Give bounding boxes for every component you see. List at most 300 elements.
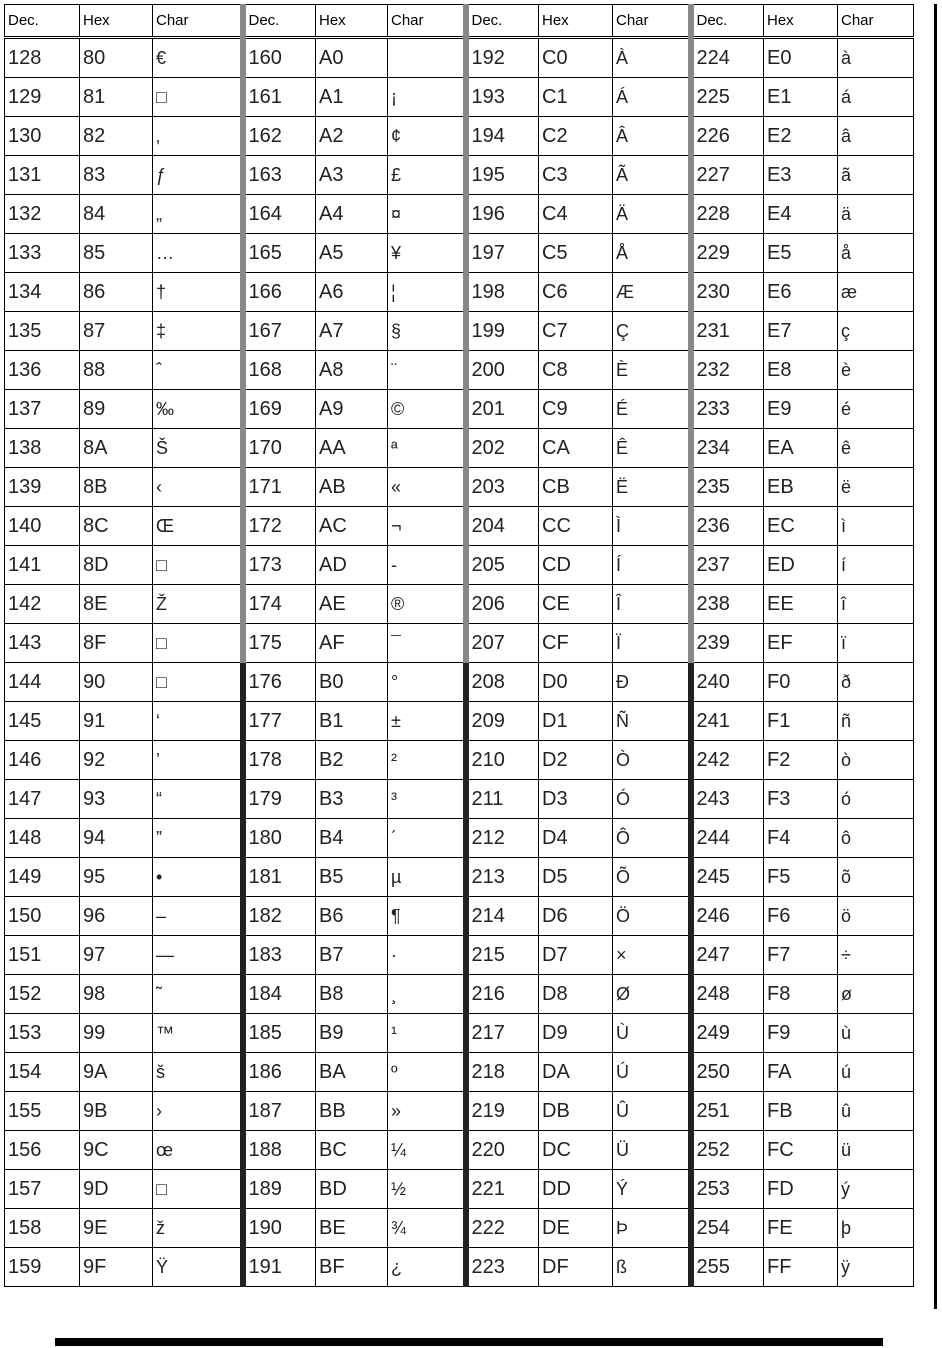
char-cell: Ã	[613, 156, 691, 195]
dec-cell: 169	[243, 390, 316, 429]
char-cell: Ö	[613, 897, 691, 936]
char-cell: °	[388, 663, 466, 702]
dec-cell: 250	[691, 1053, 764, 1092]
dec-cell: 222	[466, 1209, 539, 1248]
hex-cell: DD	[539, 1170, 613, 1209]
char-cell: ‹	[153, 468, 243, 507]
hex-cell: F6	[764, 897, 838, 936]
char-cell: è	[838, 351, 914, 390]
dec-cell: 159	[5, 1248, 80, 1287]
hex-cell: B0	[316, 663, 388, 702]
hex-cell: 9F	[80, 1248, 153, 1287]
hex-cell: A0	[316, 38, 388, 78]
dec-cell: 223	[466, 1248, 539, 1287]
table-row	[5, 312, 914, 351]
char-cell: ™	[153, 1014, 243, 1053]
hex-cell: F8	[764, 975, 838, 1014]
hex-cell: CC	[539, 507, 613, 546]
table-row	[5, 936, 914, 975]
dec-cell: 184	[243, 975, 316, 1014]
column-header-char: Char	[388, 5, 466, 38]
hex-cell: D8	[539, 975, 613, 1014]
char-cell: ¶	[388, 897, 466, 936]
hex-cell: DF	[539, 1248, 613, 1287]
character-code-table	[4, 4, 914, 1287]
dec-cell: 174	[243, 585, 316, 624]
hex-cell: ED	[764, 546, 838, 585]
char-cell: ä	[838, 195, 914, 234]
char-cell: ’	[153, 741, 243, 780]
dec-cell: 233	[691, 390, 764, 429]
char-cell: î	[838, 585, 914, 624]
hex-cell: AF	[316, 624, 388, 663]
hex-cell: 86	[80, 273, 153, 312]
dec-cell: 201	[466, 390, 539, 429]
dec-cell: 205	[466, 546, 539, 585]
char-cell: ©	[388, 390, 466, 429]
hex-cell: CF	[539, 624, 613, 663]
dec-cell: 249	[691, 1014, 764, 1053]
dec-cell: 245	[691, 858, 764, 897]
hex-cell: F1	[764, 702, 838, 741]
dec-cell: 128	[5, 38, 80, 78]
hex-cell: E0	[764, 38, 838, 78]
hex-cell: F9	[764, 1014, 838, 1053]
char-cell: å	[838, 234, 914, 273]
dec-cell: 146	[5, 741, 80, 780]
hex-cell: FA	[764, 1053, 838, 1092]
hex-cell: 84	[80, 195, 153, 234]
dec-cell: 254	[691, 1209, 764, 1248]
dec-cell: 210	[466, 741, 539, 780]
char-cell: ¡	[388, 78, 466, 117]
char-cell: Ë	[613, 468, 691, 507]
hex-cell: AC	[316, 507, 388, 546]
dec-cell: 180	[243, 819, 316, 858]
dec-cell: 207	[466, 624, 539, 663]
table-row	[5, 702, 914, 741]
column-header-dec: Dec.	[691, 5, 764, 38]
char-cell: ð	[838, 663, 914, 702]
hex-cell: C7	[539, 312, 613, 351]
dec-cell: 191	[243, 1248, 316, 1287]
dec-cell: 190	[243, 1209, 316, 1248]
char-cell: ¹	[388, 1014, 466, 1053]
hex-cell: 82	[80, 117, 153, 156]
char-cell: ÿ	[838, 1248, 914, 1287]
hex-cell: AB	[316, 468, 388, 507]
hex-cell: B3	[316, 780, 388, 819]
dec-cell: 203	[466, 468, 539, 507]
hex-cell: D5	[539, 858, 613, 897]
char-cell: ‘	[153, 702, 243, 741]
dec-cell: 161	[243, 78, 316, 117]
dec-cell: 182	[243, 897, 316, 936]
hex-cell: FF	[764, 1248, 838, 1287]
dec-cell: 172	[243, 507, 316, 546]
hex-cell: F5	[764, 858, 838, 897]
char-cell: Ä	[613, 195, 691, 234]
char-cell: ®	[388, 585, 466, 624]
hex-cell: C4	[539, 195, 613, 234]
char-cell: ÷	[838, 936, 914, 975]
dec-cell: 131	[5, 156, 80, 195]
char-cell: •	[153, 858, 243, 897]
column-header-dec: Dec.	[5, 5, 80, 38]
char-cell: Æ	[613, 273, 691, 312]
hex-cell: 80	[80, 38, 153, 78]
dec-cell: 189	[243, 1170, 316, 1209]
dec-cell: 152	[5, 975, 80, 1014]
hex-cell: EA	[764, 429, 838, 468]
dec-cell: 149	[5, 858, 80, 897]
hex-cell: 99	[80, 1014, 153, 1053]
dec-cell: 209	[466, 702, 539, 741]
table-row	[5, 546, 914, 585]
char-cell: Á	[613, 78, 691, 117]
dec-cell: 156	[5, 1131, 80, 1170]
dec-cell: 221	[466, 1170, 539, 1209]
dec-cell: 171	[243, 468, 316, 507]
char-cell: □	[153, 78, 243, 117]
char-cell: ß	[613, 1248, 691, 1287]
hex-cell: E2	[764, 117, 838, 156]
hex-cell: BD	[316, 1170, 388, 1209]
dec-cell: 246	[691, 897, 764, 936]
char-cell: ¼	[388, 1131, 466, 1170]
hex-cell: D4	[539, 819, 613, 858]
char-cell: ¾	[388, 1209, 466, 1248]
hex-cell: 90	[80, 663, 153, 702]
dec-cell: 199	[466, 312, 539, 351]
char-cell: Ò	[613, 741, 691, 780]
dec-cell: 179	[243, 780, 316, 819]
char-cell: ¬	[388, 507, 466, 546]
hex-cell: B2	[316, 741, 388, 780]
char-cell: ²	[388, 741, 466, 780]
hex-cell: A9	[316, 390, 388, 429]
dec-cell: 231	[691, 312, 764, 351]
dec-cell: 168	[243, 351, 316, 390]
hex-cell: 8B	[80, 468, 153, 507]
table-row	[5, 351, 914, 390]
char-cell: “	[153, 780, 243, 819]
hex-cell: 95	[80, 858, 153, 897]
header-row	[5, 5, 914, 38]
dec-cell: 130	[5, 117, 80, 156]
table-right-edge	[934, 4, 937, 1309]
dec-cell: 243	[691, 780, 764, 819]
dec-cell: 240	[691, 663, 764, 702]
char-cell: €	[153, 38, 243, 78]
column-header-char: Char	[838, 5, 914, 38]
char-cell: É	[613, 390, 691, 429]
table-row	[5, 273, 914, 312]
hex-cell: 94	[80, 819, 153, 858]
table-row	[5, 975, 914, 1014]
hex-cell: 88	[80, 351, 153, 390]
dec-cell: 224	[691, 38, 764, 78]
char-cell: ¯	[388, 624, 466, 663]
dec-cell: 248	[691, 975, 764, 1014]
hex-cell: 91	[80, 702, 153, 741]
char-cell: Œ	[153, 507, 243, 546]
char-cell: Ó	[613, 780, 691, 819]
dec-cell: 193	[466, 78, 539, 117]
dec-cell: 228	[691, 195, 764, 234]
hex-cell: 85	[80, 234, 153, 273]
dec-cell: 181	[243, 858, 316, 897]
dec-cell: 200	[466, 351, 539, 390]
hex-cell: BC	[316, 1131, 388, 1170]
hex-cell: EF	[764, 624, 838, 663]
table-row	[5, 741, 914, 780]
char-cell: Ô	[613, 819, 691, 858]
dec-cell: 226	[691, 117, 764, 156]
dec-cell: 187	[243, 1092, 316, 1131]
char-cell: ·	[388, 936, 466, 975]
dec-cell: 183	[243, 936, 316, 975]
hex-cell: E7	[764, 312, 838, 351]
hex-cell: B7	[316, 936, 388, 975]
table-row	[5, 624, 914, 663]
table-row	[5, 819, 914, 858]
char-cell: Ê	[613, 429, 691, 468]
hex-cell: 8D	[80, 546, 153, 585]
char-cell: œ	[153, 1131, 243, 1170]
table-row	[5, 1170, 914, 1209]
char-cell: £	[388, 156, 466, 195]
hex-cell: BF	[316, 1248, 388, 1287]
char-cell: †	[153, 273, 243, 312]
char-cell: ã	[838, 156, 914, 195]
char-cell: ×	[613, 936, 691, 975]
table-row	[5, 507, 914, 546]
dec-cell: 212	[466, 819, 539, 858]
char-cell: Í	[613, 546, 691, 585]
hex-cell: A7	[316, 312, 388, 351]
char-cell: ï	[838, 624, 914, 663]
char-cell: Ç	[613, 312, 691, 351]
column-header-char: Char	[153, 5, 243, 38]
hex-cell: A8	[316, 351, 388, 390]
dec-cell: 227	[691, 156, 764, 195]
table-row	[5, 78, 914, 117]
char-cell: ˆ	[153, 351, 243, 390]
char-cell: Ú	[613, 1053, 691, 1092]
hex-cell: FE	[764, 1209, 838, 1248]
char-cell: ¢	[388, 117, 466, 156]
dec-cell: 219	[466, 1092, 539, 1131]
hex-cell: E3	[764, 156, 838, 195]
hex-cell: A2	[316, 117, 388, 156]
dec-cell: 160	[243, 38, 316, 78]
hex-cell: F3	[764, 780, 838, 819]
table-row	[5, 663, 914, 702]
table-row	[5, 117, 914, 156]
char-cell: ç	[838, 312, 914, 351]
table-row	[5, 585, 914, 624]
dec-cell: 154	[5, 1053, 80, 1092]
char-cell: □	[153, 624, 243, 663]
hex-cell: A6	[316, 273, 388, 312]
dec-cell: 175	[243, 624, 316, 663]
dec-cell: 138	[5, 429, 80, 468]
char-cell: ¸	[388, 975, 466, 1014]
char-cell: í	[838, 546, 914, 585]
char-cell: µ	[388, 858, 466, 897]
hex-cell: 93	[80, 780, 153, 819]
hex-cell: F7	[764, 936, 838, 975]
table-row	[5, 1092, 914, 1131]
dec-cell: 214	[466, 897, 539, 936]
dec-cell: 225	[691, 78, 764, 117]
hex-cell: F0	[764, 663, 838, 702]
hex-cell: 9A	[80, 1053, 153, 1092]
column-header-char: Char	[613, 5, 691, 38]
hex-cell: C0	[539, 38, 613, 78]
hex-cell: A1	[316, 78, 388, 117]
char-cell: á	[838, 78, 914, 117]
char-cell: æ	[838, 273, 914, 312]
char-cell: ‰	[153, 390, 243, 429]
table-row	[5, 1248, 914, 1287]
char-cell: ö	[838, 897, 914, 936]
hex-cell: CB	[539, 468, 613, 507]
hex-cell: C2	[539, 117, 613, 156]
dec-cell: 192	[466, 38, 539, 78]
column-header-hex: Hex	[316, 5, 388, 38]
char-cell: Ù	[613, 1014, 691, 1053]
dec-cell: 186	[243, 1053, 316, 1092]
hex-cell: 92	[80, 741, 153, 780]
dec-cell: 133	[5, 234, 80, 273]
dec-cell: 129	[5, 78, 80, 117]
char-cell: ¦	[388, 273, 466, 312]
dec-cell: 215	[466, 936, 539, 975]
table-row	[5, 156, 914, 195]
char-cell: ”	[153, 819, 243, 858]
char-cell: Ý	[613, 1170, 691, 1209]
dec-cell: 178	[243, 741, 316, 780]
dec-cell: 177	[243, 702, 316, 741]
hex-cell: E9	[764, 390, 838, 429]
char-cell: Å	[613, 234, 691, 273]
footer-rule	[55, 1338, 883, 1346]
hex-cell: 9D	[80, 1170, 153, 1209]
hex-cell: 87	[80, 312, 153, 351]
char-cell: „	[153, 195, 243, 234]
char-cell: —	[153, 936, 243, 975]
char-cell: ¤	[388, 195, 466, 234]
hex-cell: 81	[80, 78, 153, 117]
dec-cell: 236	[691, 507, 764, 546]
char-cell: Ü	[613, 1131, 691, 1170]
table-row	[5, 429, 914, 468]
dec-cell: 158	[5, 1209, 80, 1248]
hex-cell: C8	[539, 351, 613, 390]
hex-cell: 8E	[80, 585, 153, 624]
char-cell: û	[838, 1092, 914, 1131]
table-row	[5, 897, 914, 936]
table-row	[5, 780, 914, 819]
dec-cell: 237	[691, 546, 764, 585]
hex-cell: 97	[80, 936, 153, 975]
hex-cell: A5	[316, 234, 388, 273]
char-cell: ´	[388, 819, 466, 858]
char-cell: ±	[388, 702, 466, 741]
char-cell: ý	[838, 1170, 914, 1209]
char-cell: þ	[838, 1209, 914, 1248]
hex-cell: 89	[80, 390, 153, 429]
dec-cell: 165	[243, 234, 316, 273]
char-cell: Ñ	[613, 702, 691, 741]
char-cell: È	[613, 351, 691, 390]
dec-cell: 141	[5, 546, 80, 585]
dec-cell: 218	[466, 1053, 539, 1092]
char-cell: §	[388, 312, 466, 351]
hex-cell: C1	[539, 78, 613, 117]
hex-cell: D9	[539, 1014, 613, 1053]
char-cell: ô	[838, 819, 914, 858]
char-cell	[388, 38, 466, 78]
dec-cell: 140	[5, 507, 80, 546]
dec-cell: 144	[5, 663, 80, 702]
dec-cell: 143	[5, 624, 80, 663]
hex-cell: CA	[539, 429, 613, 468]
dec-cell: 206	[466, 585, 539, 624]
char-cell: ò	[838, 741, 914, 780]
hex-cell: D1	[539, 702, 613, 741]
dec-cell: 253	[691, 1170, 764, 1209]
hex-cell: FD	[764, 1170, 838, 1209]
table-row	[5, 234, 914, 273]
char-cell: ª	[388, 429, 466, 468]
dec-cell: 213	[466, 858, 539, 897]
hex-cell: DA	[539, 1053, 613, 1092]
dec-cell: 151	[5, 936, 80, 975]
char-cell: ½	[388, 1170, 466, 1209]
char-cell: À	[613, 38, 691, 78]
hex-cell: E1	[764, 78, 838, 117]
hex-cell: DC	[539, 1131, 613, 1170]
hex-cell: DE	[539, 1209, 613, 1248]
hex-cell: D2	[539, 741, 613, 780]
column-header-hex: Hex	[80, 5, 153, 38]
hex-cell: D6	[539, 897, 613, 936]
hex-cell: CE	[539, 585, 613, 624]
hex-cell: E4	[764, 195, 838, 234]
hex-cell: CD	[539, 546, 613, 585]
dec-cell: 163	[243, 156, 316, 195]
char-cell: -	[388, 546, 466, 585]
dec-cell: 197	[466, 234, 539, 273]
dec-cell: 235	[691, 468, 764, 507]
char-cell: š	[153, 1053, 243, 1092]
dec-cell: 166	[243, 273, 316, 312]
char-cell: Ï	[613, 624, 691, 663]
char-cell: õ	[838, 858, 914, 897]
dec-cell: 173	[243, 546, 316, 585]
char-cell: ˜	[153, 975, 243, 1014]
dec-cell: 188	[243, 1131, 316, 1170]
hex-cell: FC	[764, 1131, 838, 1170]
hex-cell: EC	[764, 507, 838, 546]
char-cell: Š	[153, 429, 243, 468]
dec-cell: 167	[243, 312, 316, 351]
dec-cell: 185	[243, 1014, 316, 1053]
char-cell: ü	[838, 1131, 914, 1170]
